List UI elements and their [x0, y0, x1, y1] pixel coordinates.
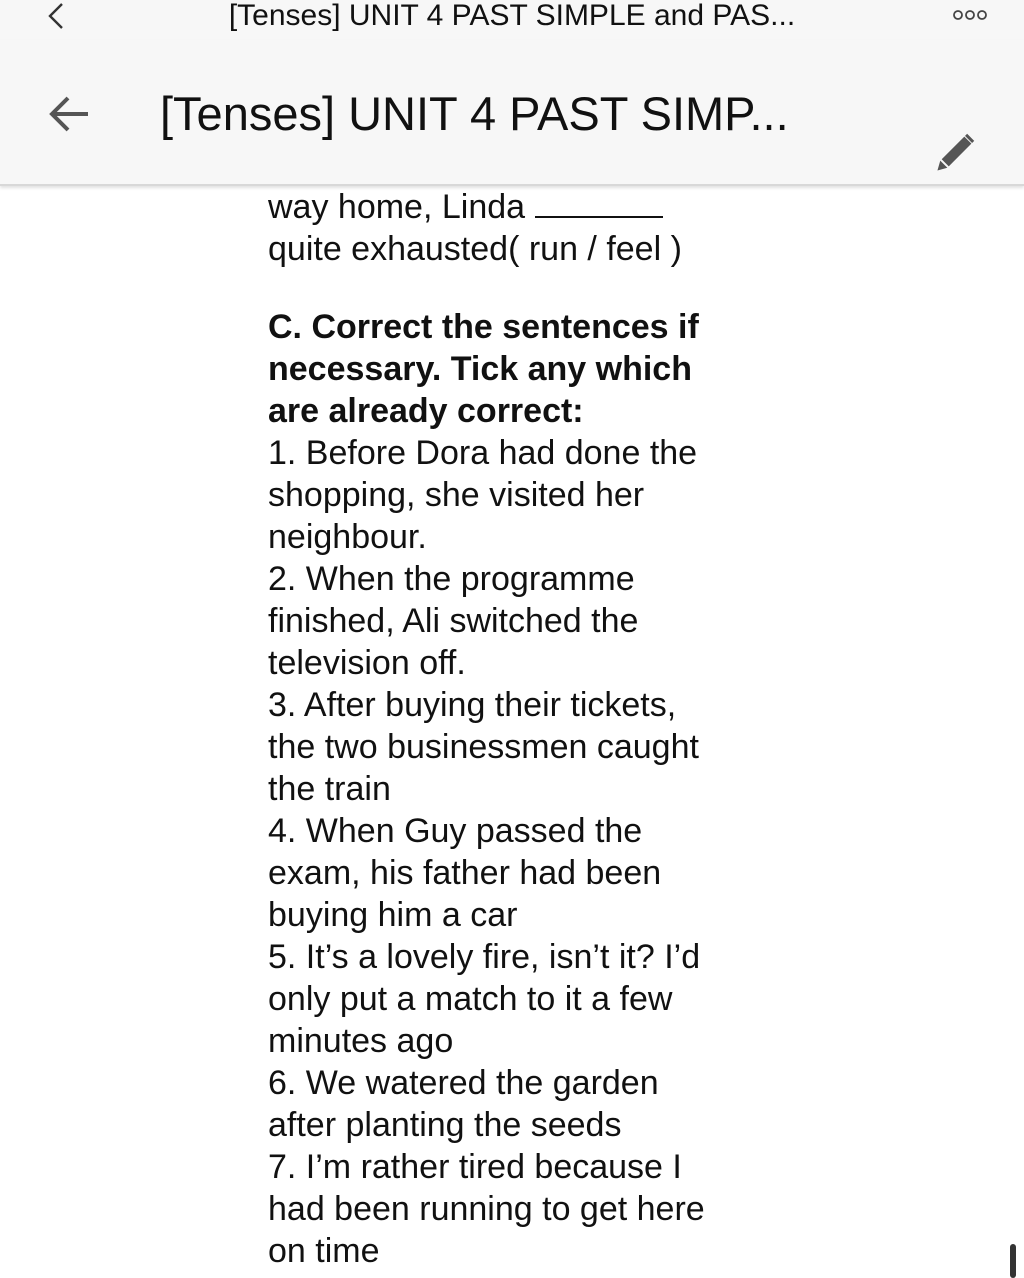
pencil-icon[interactable]	[928, 130, 978, 180]
text-line: 5. It’s a lovely fire, isn’t it? I’d	[268, 938, 701, 976]
text-line: neighbour.	[268, 518, 427, 556]
text-line-exhausted: quite exhausted( run / feel )	[268, 230, 682, 268]
text-line: minutes ago	[268, 1022, 454, 1060]
text-line-way-home: way home, Linda	[268, 188, 526, 226]
text-line: exam, his father had been	[268, 854, 662, 892]
section-heading: necessary. Tick any which	[268, 350, 692, 388]
text-line: only put a match to it a few	[268, 980, 673, 1018]
text-line: shopping, she visited her	[268, 476, 645, 514]
text-line: the train	[268, 770, 391, 808]
doc-title: [Tenses] UNIT 4 PAST SIMP...	[160, 87, 789, 140]
text-line: after planting the seeds	[268, 1106, 622, 1144]
top-bar	[0, 0, 1024, 40]
more-dots-icon[interactable]	[952, 8, 988, 22]
section-heading: C. Correct the sentences if	[268, 308, 699, 346]
answer-blank	[535, 188, 663, 218]
text-line: 2. When the programme	[268, 560, 635, 598]
doc-header	[0, 40, 1024, 186]
document-body	[268, 186, 788, 1272]
section-heading: are already correct:	[268, 392, 584, 430]
text-line: finished, Ali switched the	[268, 602, 639, 640]
text-line: had been running to get here	[268, 1190, 705, 1228]
text-line: 3. After buying their tickets,	[268, 686, 677, 724]
text-line: 6. We watered the garden	[268, 1064, 659, 1102]
text-line: 1. Before Dora had done the	[268, 434, 698, 472]
text-line: on time	[268, 1232, 380, 1270]
text-line: 4. When Guy passed the	[268, 812, 643, 850]
top-bar-title: [Tenses] UNIT 4 PAST SIMPLE and PAS...	[228, 0, 796, 32]
arrow-left-icon[interactable]	[46, 94, 92, 134]
scrollbar[interactable]	[1010, 1244, 1016, 1278]
text-line: television off.	[268, 644, 466, 682]
text-line: buying him a car	[268, 896, 518, 934]
text-line	[268, 186, 788, 228]
text-line: 7. I’m rather tired because I	[268, 1148, 682, 1186]
text-line: the two businessmen caught	[268, 728, 699, 766]
